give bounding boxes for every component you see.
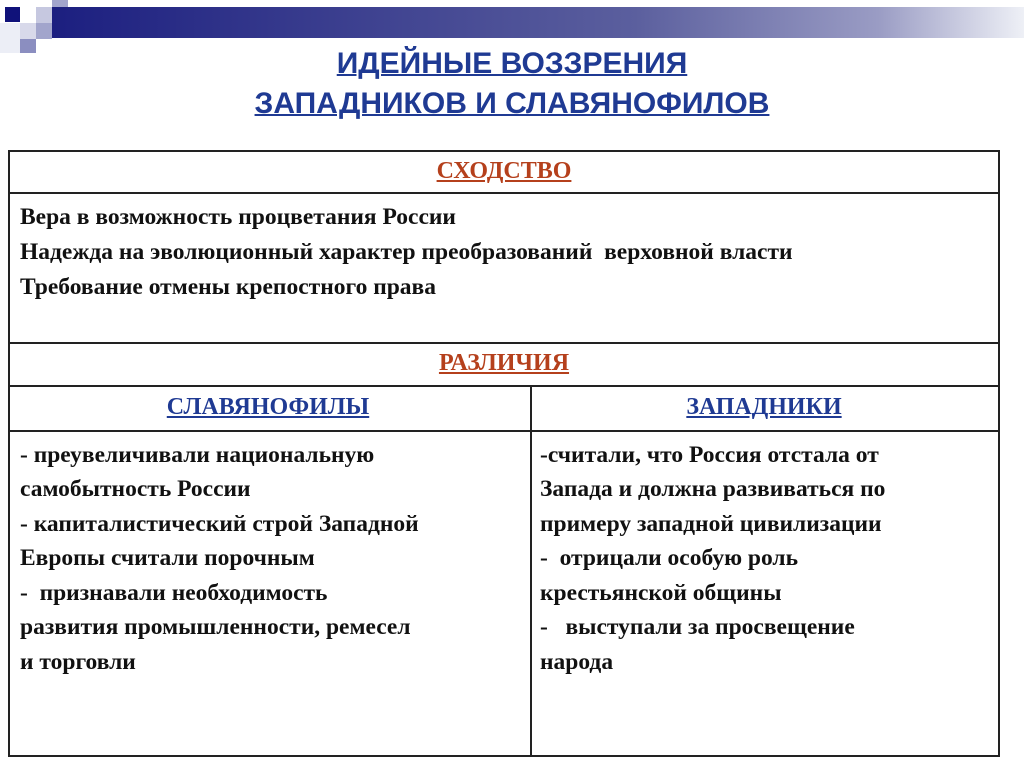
similarity-item: Требование отмены крепостного права — [20, 274, 437, 300]
column-divider — [530, 385, 532, 755]
westernizers-line: -считали, что Россия отстала от — [540, 442, 879, 468]
divider — [10, 385, 998, 387]
title-line-2: ЗАПАДНИКОВ И СЛАВЯНОФИЛОВ — [254, 87, 770, 120]
similarity-item: Надежда на эволюционный характер преобразований верховной власти — [20, 239, 793, 265]
slavophiles-line: Европы считали порочным — [20, 545, 315, 571]
slavophiles-line: - преувеличивали национальную — [20, 442, 375, 468]
differences-header: РАЗЛИЧИЯ — [438, 350, 570, 376]
header-bar — [52, 7, 1024, 38]
divider — [10, 342, 998, 344]
westernizers-line: Запада и должна развиваться по — [540, 476, 886, 502]
westernizers-line: примеру западной цивилизации — [540, 511, 882, 537]
slide-title — [0, 44, 1024, 124]
similarity-item: Вера в возможность процветания России — [20, 204, 456, 230]
comparison-table — [8, 150, 1000, 757]
westernizers-line: - выступали за просвещение — [540, 614, 855, 640]
divider — [10, 430, 998, 432]
westernizers-line: народа — [540, 649, 614, 675]
slavophiles-line: - признавали необходимость — [20, 580, 328, 606]
slavophiles-line: самобытность России — [20, 476, 251, 502]
westernizers-header: ЗАПАДНИКИ — [686, 394, 842, 420]
similarity-header: СХОДСТВО — [436, 158, 572, 184]
westernizers-line: - отрицали особую роль — [540, 545, 799, 571]
slavophiles-line: и торговли — [20, 649, 136, 675]
divider — [10, 192, 998, 194]
slavophiles-header: СЛАВЯНОФИЛЫ — [166, 394, 370, 420]
westernizers-line: крестьянской общины — [540, 580, 782, 606]
slavophiles-line: - капиталистический строй Западной — [20, 511, 419, 537]
slavophiles-line: развития промышленности, ремесел — [20, 614, 411, 640]
title-line-1: ИДЕЙНЫЕ ВОЗЗРЕНИЯ — [336, 47, 688, 80]
